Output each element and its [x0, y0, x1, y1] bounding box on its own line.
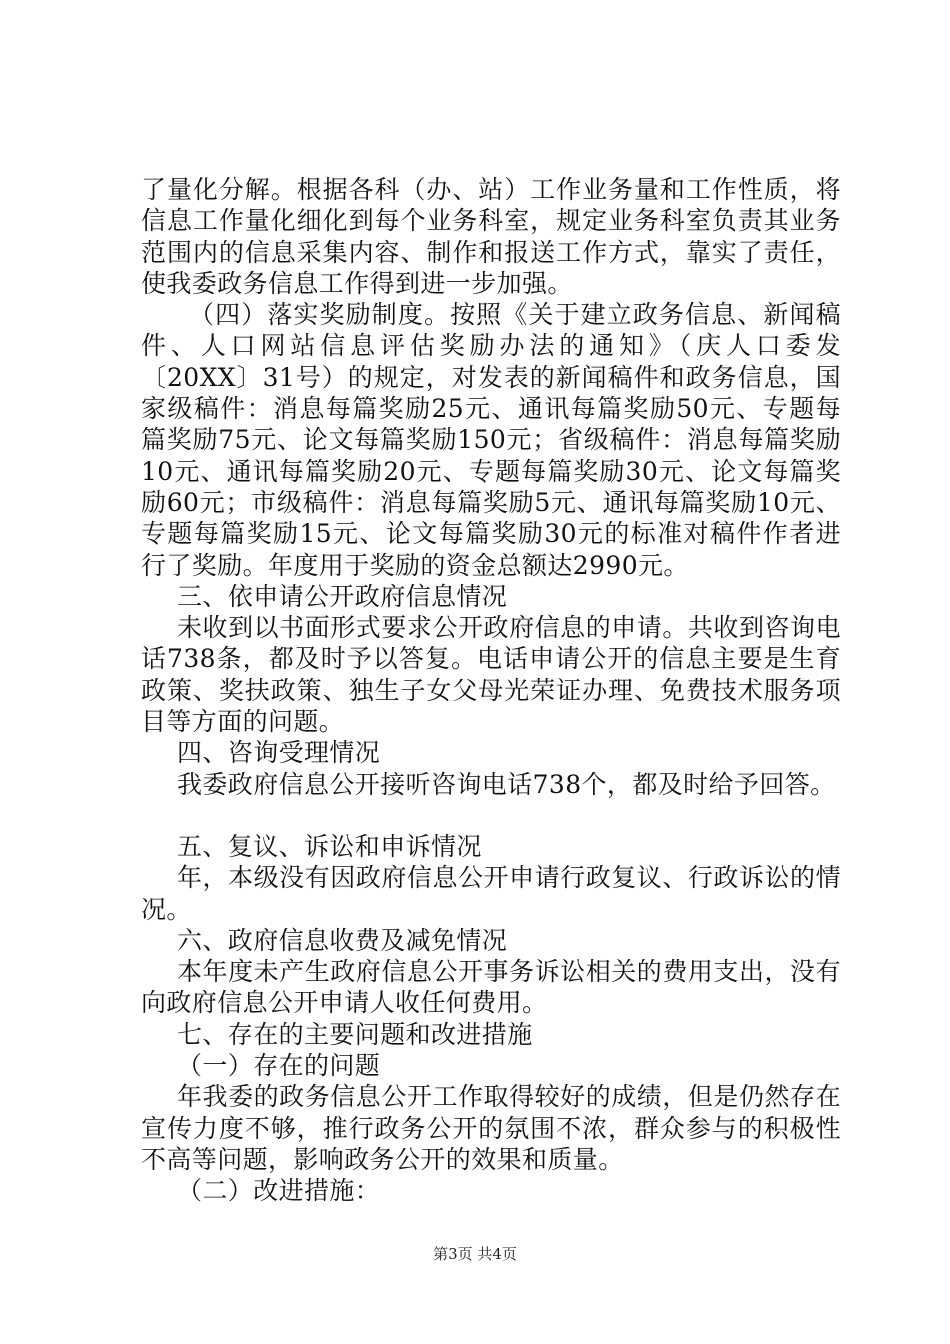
- document-body: [141, 174, 841, 1207]
- paragraph-application-disclosure: 未收到以书面形式要求公开政府信息的申请。共收到咨询电话738条，都及时予以答复。电话申请公开的信息主要是生育政策、奖扶政策、独生子女父母光荣证办理、免费技术服务项目等方面的问题。: [141, 613, 841, 737]
- paragraph-problems: 年我委的政务信息公开工作取得较好的成绩，但是仍然存在宣传力度不够，推行政务公开的氛围不浓，群众参与的积极性不高等问题，影响政务公开的效果和质量。: [141, 1082, 841, 1174]
- page-number-footer: 第3页 共4页: [433, 1245, 517, 1263]
- paragraph-fees: 本年度未产生政府信息公开事务诉讼相关的费用支出，没有向政府信息公开申请人收任何费用。: [141, 957, 841, 1018]
- subheading-improvement-measures: （二）改进措施：: [177, 1176, 381, 1206]
- heading-section-6: 六、政府信息收费及减免情况: [177, 925, 508, 955]
- paragraph-reward-system: （四）落实奖励制度。按照《关于建立政务信息、新闻稿件、人口网站信息评估奖励办法的通知》（庆人口委发〔20XX〕31号）的规定，对发表的新闻稿件和政务信息，国家级稿件：消息每篇奖励25元、通讯每篇奖励50元、专题每篇奖励75元、论文每篇奖励150元；省级稿件：消息每篇奖励10元、通讯每篇奖励20元、专题每篇奖励30元、论文每篇奖励60元；市级稿件：消息每篇奖励5元、通讯每篇奖励10元、专题每篇奖励15元、论文每篇奖励30元的标准对稿件作者进行了奖励。年度用于奖励的资金总额达2990元。: [141, 300, 841, 580]
- heading-section-3: 三、依申请公开政府信息情况: [177, 581, 508, 611]
- heading-section-7: 七、存在的主要问题和改进措施: [177, 1019, 533, 1049]
- paragraph-consultation: 我委政府信息公开接听咨询电话738个，都及时给予回答。: [177, 769, 836, 799]
- heading-section-5: 五、复议、诉讼和申诉情况: [177, 831, 482, 861]
- heading-section-4: 四、咨询受理情况: [177, 738, 381, 768]
- paragraph-quantification: 了量化分解。根据各科（办、站）工作业务量和工作性质，将信息工作量化细化到每个业务科室，规定业务科室负责其业务范围内的信息采集内容、制作和报送工作方式，靠实了责任，使我委政务信息工作得到进一步加强。: [141, 175, 841, 298]
- subheading-existing-problems: （一）存在的问题: [177, 1051, 381, 1081]
- paragraph-review-litigation: 年，本级没有因政府信息公开申请行政复议、行政诉讼的情况。: [141, 863, 841, 924]
